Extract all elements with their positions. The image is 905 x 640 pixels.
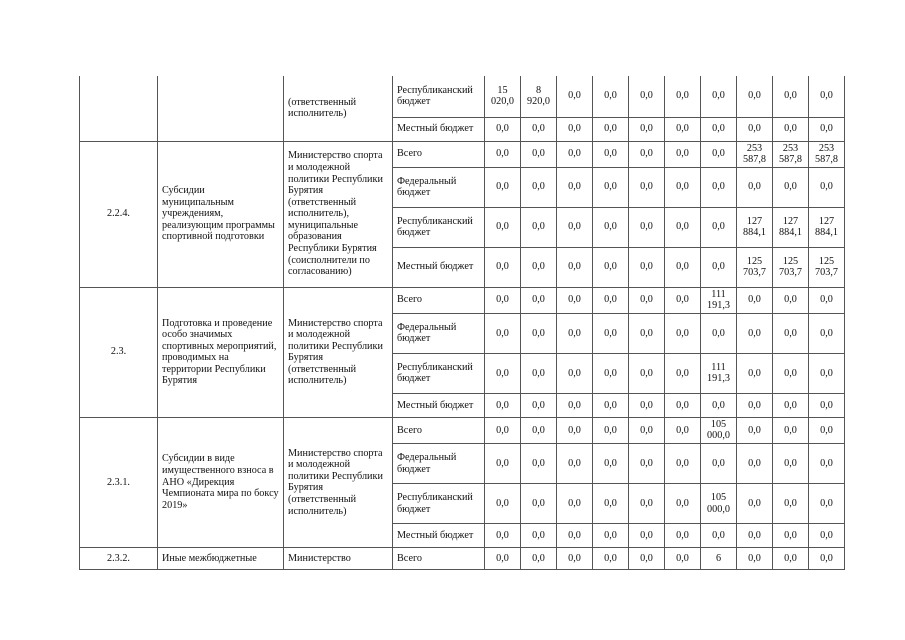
value-cell: 0,0 [773,393,809,417]
funding-source: Федеральный бюджет [393,313,485,353]
value-cell: 0,0 [773,417,809,443]
value-cell: 0,0 [665,76,701,117]
value-cell: 0,0 [593,313,629,353]
row-executor: (ответственный исполнитель) [284,76,393,141]
table-row [80,417,845,443]
value-cell: 0,0 [557,117,593,141]
value-cell: 111 191,3 [701,353,737,393]
value-cell: 0,0 [593,353,629,393]
value-cell: 0,0 [737,393,773,417]
value-cell: 0,0 [665,313,701,353]
value-cell: 253 587,8 [773,141,809,167]
value-cell: 0,0 [629,353,665,393]
value-cell: 0,0 [629,117,665,141]
value-cell: 0,0 [593,393,629,417]
value-cell: 0,0 [701,393,737,417]
value-cell: 0,0 [485,287,521,313]
value-cell: 0,0 [521,167,557,207]
value-cell: 0,0 [665,484,701,524]
value-cell: 0,0 [701,313,737,353]
budget-table [79,76,845,570]
value-cell: 0,0 [773,353,809,393]
value-cell: 0,0 [701,207,737,247]
value-cell: 0,0 [737,484,773,524]
value-cell: 0,0 [665,287,701,313]
value-cell: 0,0 [593,167,629,207]
value-cell: 125 703,7 [737,247,773,287]
value-cell: 0,0 [593,76,629,117]
value-cell: 0,0 [737,167,773,207]
value-cell: 0,0 [809,548,845,570]
value-cell: 0,0 [773,313,809,353]
value-cell: 0,0 [557,287,593,313]
value-cell: 0,0 [521,444,557,484]
value-cell: 0,0 [485,353,521,393]
value-cell: 0,0 [485,548,521,570]
funding-source: Всего [393,417,485,443]
value-cell: 0,0 [557,167,593,207]
value-cell: 0,0 [773,444,809,484]
funding-source: Республиканский бюджет [393,353,485,393]
table-row [80,141,845,167]
value-cell: 127 884,1 [809,207,845,247]
value-cell: 0,0 [557,76,593,117]
value-cell: 0,0 [485,207,521,247]
row-executor: Министерство спорта и молодежной политики Республики Бурятия (ответственный исполнитель) [284,417,393,547]
value-cell: 0,0 [485,247,521,287]
row-code: 2.3.2. [80,548,158,570]
table-row [80,287,845,313]
value-cell: 0,0 [809,417,845,443]
value-cell: 0,0 [557,207,593,247]
value-cell: 105 000,0 [701,417,737,443]
value-cell: 0,0 [665,141,701,167]
value-cell: 0,0 [593,207,629,247]
value-cell: 0,0 [665,117,701,141]
value-cell: 0,0 [557,393,593,417]
value-cell: 0,0 [485,417,521,443]
value-cell: 0,0 [737,117,773,141]
value-cell: 253 587,8 [809,141,845,167]
funding-source: Республиканский бюджет [393,207,485,247]
value-cell: 0,0 [773,117,809,141]
value-cell: 0,0 [773,484,809,524]
value-cell: 0,0 [665,167,701,207]
value-cell: 0,0 [593,524,629,548]
value-cell: 0,0 [773,548,809,570]
value-cell: 0,0 [809,524,845,548]
value-cell: 0,0 [485,141,521,167]
value-cell: 125 703,7 [809,247,845,287]
value-cell: 0,0 [665,393,701,417]
value-cell: 0,0 [665,548,701,570]
row-name: Субсидии муниципальным учреждениям, реализующим программы спортивной подготовки [158,141,284,287]
funding-source: Всего [393,548,485,570]
value-cell: 0,0 [521,417,557,443]
value-cell: 0,0 [593,484,629,524]
value-cell: 0,0 [485,444,521,484]
funding-source: Местный бюджет [393,524,485,548]
row-name: Субсидии в виде имущественного взноса в АНО «Дирекция Чемпионата мира по боксу 2019» [158,417,284,547]
value-cell: 15 020,0 [485,76,521,117]
value-cell: 0,0 [521,524,557,548]
budget-table-body [80,76,845,570]
value-cell: 0,0 [665,247,701,287]
value-cell: 0,0 [485,117,521,141]
value-cell: 0,0 [557,313,593,353]
value-cell: 0,0 [593,417,629,443]
value-cell: 0,0 [521,287,557,313]
value-cell: 0,0 [701,444,737,484]
value-cell: 0,0 [593,444,629,484]
value-cell: 0,0 [809,76,845,117]
row-name [158,76,284,141]
value-cell: 0,0 [629,548,665,570]
value-cell: 0,0 [665,353,701,393]
value-cell: 0,0 [665,417,701,443]
value-cell: 0,0 [629,393,665,417]
value-cell: 105 000,0 [701,484,737,524]
value-cell: 0,0 [485,484,521,524]
value-cell: 0,0 [557,247,593,287]
value-cell: 0,0 [629,207,665,247]
value-cell: 0,0 [593,287,629,313]
value-cell: 127 884,1 [773,207,809,247]
funding-source: Местный бюджет [393,247,485,287]
value-cell: 0,0 [629,247,665,287]
value-cell: 0,0 [629,167,665,207]
value-cell: 0,0 [809,167,845,207]
value-cell: 0,0 [773,524,809,548]
value-cell: 0,0 [809,117,845,141]
value-cell: 0,0 [737,287,773,313]
value-cell: 0,0 [557,141,593,167]
value-cell: 0,0 [557,524,593,548]
funding-source: Местный бюджет [393,393,485,417]
funding-source: Республиканский бюджет [393,484,485,524]
value-cell: 0,0 [737,313,773,353]
value-cell: 0,0 [809,393,845,417]
value-cell: 0,0 [737,524,773,548]
value-cell: 0,0 [701,141,737,167]
value-cell: 0,0 [809,444,845,484]
value-cell: 0,0 [701,167,737,207]
funding-source: Местный бюджет [393,117,485,141]
value-cell: 0,0 [737,444,773,484]
value-cell: 0,0 [809,313,845,353]
value-cell: 0,0 [629,524,665,548]
value-cell: 0,0 [737,76,773,117]
value-cell: 0,0 [629,484,665,524]
value-cell: 125 703,7 [773,247,809,287]
value-cell: 0,0 [521,313,557,353]
value-cell: 0,0 [737,417,773,443]
value-cell: 111 191,3 [701,287,737,313]
row-executor: Министерство [284,548,393,570]
value-cell: 0,0 [737,548,773,570]
row-code: 2.3.1. [80,417,158,547]
value-cell: 0,0 [521,207,557,247]
value-cell: 0,0 [701,247,737,287]
row-code: 2.2.4. [80,141,158,287]
value-cell: 0,0 [665,444,701,484]
value-cell: 0,0 [557,353,593,393]
funding-source: Всего [393,287,485,313]
value-cell: 0,0 [557,444,593,484]
row-code [80,76,158,141]
value-cell: 0,0 [737,353,773,393]
value-cell: 0,0 [521,548,557,570]
funding-source: Федеральный бюджет [393,444,485,484]
value-cell: 0,0 [629,444,665,484]
value-cell: 0,0 [593,548,629,570]
value-cell: 0,0 [773,76,809,117]
value-cell: 0,0 [557,548,593,570]
value-cell: 0,0 [521,353,557,393]
value-cell: 127 884,1 [737,207,773,247]
funding-source: Федеральный бюджет [393,167,485,207]
value-cell: 0,0 [665,207,701,247]
value-cell: 6 [701,548,737,570]
value-cell: 0,0 [557,417,593,443]
value-cell: 0,0 [701,524,737,548]
row-executor: Министерство спорта и молодежной политики Республики Бурятия (ответственный исполнитель), муниципальные образования Республики Бурятия (соисполнители по согласованию) [284,141,393,287]
value-cell: 0,0 [593,247,629,287]
value-cell: 0,0 [629,313,665,353]
value-cell: 0,0 [593,141,629,167]
value-cell: 0,0 [557,484,593,524]
value-cell: 0,0 [809,287,845,313]
value-cell: 0,0 [521,117,557,141]
value-cell: 0,0 [521,393,557,417]
value-cell: 0,0 [485,393,521,417]
value-cell: 0,0 [521,141,557,167]
value-cell: 0,0 [593,117,629,141]
table-row [80,548,845,570]
value-cell: 0,0 [521,484,557,524]
funding-source: Республиканский бюджет [393,76,485,117]
funding-source: Всего [393,141,485,167]
value-cell: 0,0 [629,417,665,443]
value-cell: 253 587,8 [737,141,773,167]
value-cell: 0,0 [665,524,701,548]
value-cell: 0,0 [629,141,665,167]
value-cell: 0,0 [809,353,845,393]
row-executor: Министерство спорта и молодежной политики Республики Бурятия (ответственный исполнитель) [284,287,393,417]
value-cell: 0,0 [701,117,737,141]
value-cell: 8 920,0 [521,76,557,117]
value-cell: 0,0 [773,287,809,313]
value-cell: 0,0 [773,167,809,207]
value-cell: 0,0 [629,287,665,313]
row-name: Подготовка и проведение особо значимых спортивных мероприятий, проводимых на территории Республики Бурятия [158,287,284,417]
row-code: 2.3. [80,287,158,417]
value-cell: 0,0 [485,167,521,207]
value-cell: 0,0 [521,247,557,287]
value-cell: 0,0 [629,76,665,117]
table-row [80,76,845,117]
value-cell: 0,0 [485,313,521,353]
value-cell: 0,0 [485,524,521,548]
value-cell: 0,0 [809,484,845,524]
row-name: Иные межбюджетные [158,548,284,570]
value-cell: 0,0 [701,76,737,117]
